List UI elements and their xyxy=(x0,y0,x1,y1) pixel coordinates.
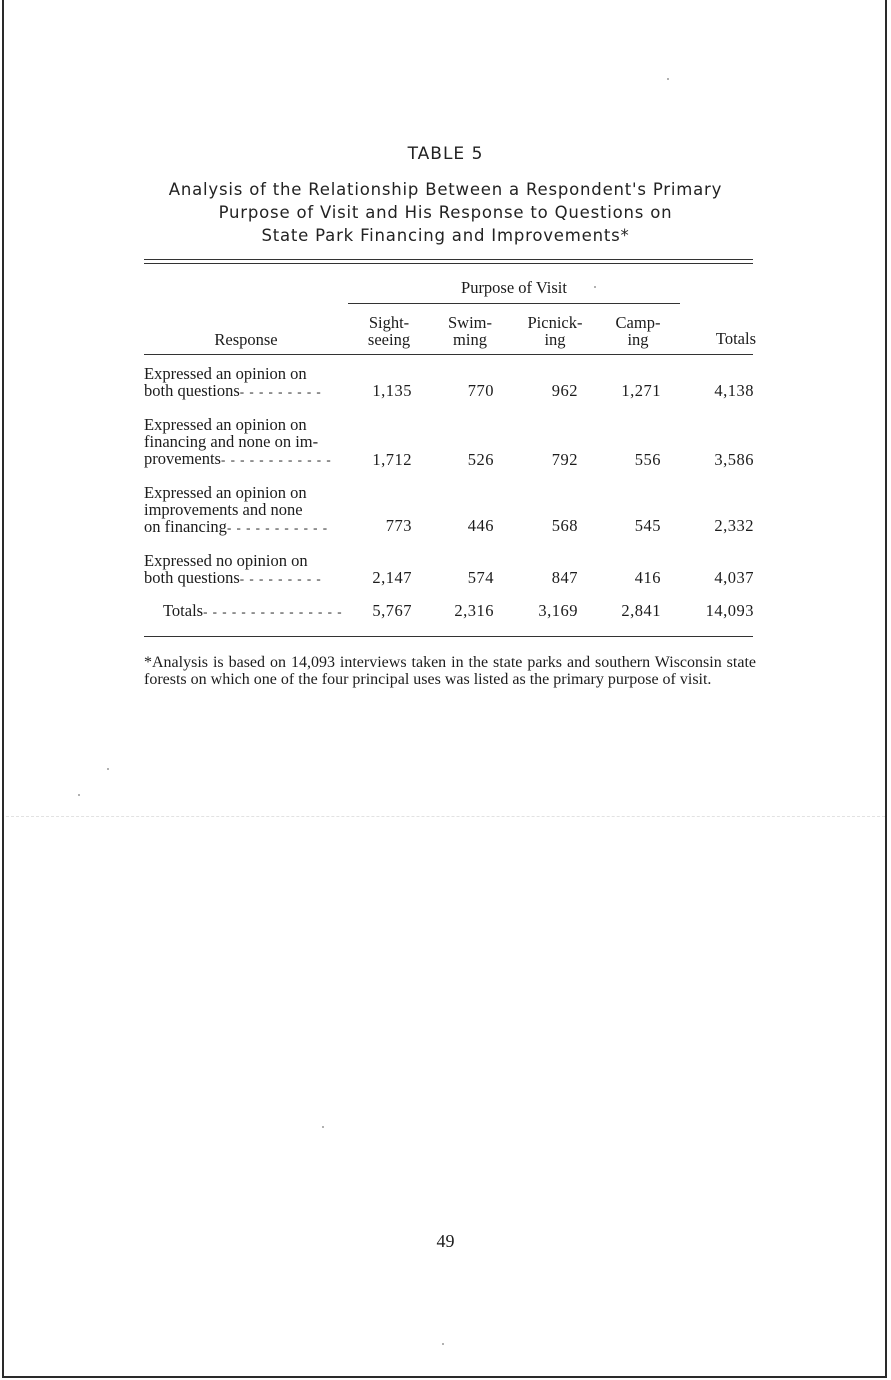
dot-leader: - - - - - - - - - - - - xyxy=(220,452,332,467)
header-line: Camp- xyxy=(615,313,661,332)
cell-swimming: 526 xyxy=(467,450,494,469)
row-label-line: both questions xyxy=(144,381,240,400)
row-label-line: Expressed no opinion on xyxy=(144,551,308,570)
scan-speck xyxy=(78,794,80,796)
top-double-rule xyxy=(144,259,753,264)
cell-swimming: 446 xyxy=(467,516,494,535)
cell-swimming: 574 xyxy=(467,568,494,587)
dot-leader: - - - - - - - - - xyxy=(239,384,322,399)
header-purpose-of-visit: Purpose of Visit xyxy=(461,278,567,297)
dot-leader: - - - - - - - - - - - xyxy=(226,520,329,535)
cell-picnicking: 962 xyxy=(551,381,578,400)
total-sightseeing: 5,767 xyxy=(372,601,412,620)
row-label-line: Expressed an opinion on xyxy=(144,483,307,502)
scan-speck xyxy=(107,768,109,770)
cell-camping: 416 xyxy=(634,568,661,587)
row-label-line: improvements and none xyxy=(144,500,303,519)
group-header-rule xyxy=(348,303,680,304)
table-title-line: Analysis of the Relationship Between a Respondent's Primary xyxy=(168,180,723,199)
header-line: Swim- xyxy=(447,313,492,332)
scan-speck xyxy=(442,1343,444,1345)
cell-totals: 2,332 xyxy=(714,516,754,535)
row-label xyxy=(144,484,350,536)
page-number: 49 xyxy=(436,1231,455,1251)
cell-camping: 556 xyxy=(634,450,661,469)
row-label-line: Expressed an opinion on xyxy=(144,364,307,383)
table-title-line: Purpose of Visit and His Response to Questions on xyxy=(218,203,673,222)
cell-swimming: 770 xyxy=(467,381,494,400)
row-label xyxy=(144,365,350,400)
header-line: seeing xyxy=(367,330,411,349)
cell-picnicking: 568 xyxy=(551,516,578,535)
bottom-rule xyxy=(144,636,753,637)
header-line: Picnick- xyxy=(527,313,583,332)
cell-sightseeing: 1,135 xyxy=(372,381,412,400)
row-label-line: on financing xyxy=(144,517,227,536)
cell-sightseeing: 773 xyxy=(385,516,412,535)
row-label xyxy=(144,416,350,468)
total-picnicking: 3,169 xyxy=(538,601,578,620)
total-swimming: 2,316 xyxy=(454,601,494,620)
header-camping xyxy=(600,314,676,348)
header-line: ming xyxy=(453,330,487,349)
cell-totals: 3,586 xyxy=(714,450,754,469)
row-label xyxy=(144,552,350,587)
cell-totals: 4,138 xyxy=(714,381,754,400)
scan-speck xyxy=(667,78,669,80)
header-line: Sight- xyxy=(368,313,410,332)
total-camping: 2,841 xyxy=(621,601,661,620)
row-label-line: provements xyxy=(144,449,221,468)
cell-sightseeing: 1,712 xyxy=(372,450,412,469)
scan-speck xyxy=(594,286,596,288)
totals-row-label xyxy=(163,602,353,620)
dot-leader: - - - - - - - - - xyxy=(239,571,322,586)
header-line: ing xyxy=(544,330,566,349)
row-label-line: financing and none on im- xyxy=(144,432,319,451)
scan-speck xyxy=(322,1126,324,1128)
cell-camping: 1,271 xyxy=(621,381,661,400)
footnote: *Analysis is based on 14,093 interviews taken in the state parks and southern Wisconsin state forests on which one of the four principal uses was listed as the primary purpose of visit. xyxy=(144,654,756,688)
header-swimming xyxy=(437,314,503,348)
header-sightseeing xyxy=(356,314,422,348)
header-response: Response xyxy=(214,330,278,349)
header-line: ing xyxy=(627,330,649,349)
table-title-line: State Park Financing and Improvements* xyxy=(261,226,630,245)
cell-picnicking: 847 xyxy=(551,568,578,587)
header-totals: Totals xyxy=(715,329,756,348)
table-label: TABLE 5 xyxy=(407,144,484,164)
totals-label: Totals xyxy=(163,601,204,620)
grand-total: 14,093 xyxy=(705,601,754,620)
cell-picnicking: 792 xyxy=(551,450,578,469)
table-title xyxy=(0,178,891,247)
cell-camping: 545 xyxy=(634,516,661,535)
row-label-line: both questions xyxy=(144,568,240,587)
row-label-line: Expressed an opinion on xyxy=(144,415,307,434)
cell-sightseeing: 2,147 xyxy=(372,568,412,587)
header-rule xyxy=(144,354,753,355)
fold-line xyxy=(6,816,885,817)
header-picnicking xyxy=(515,314,595,348)
dot-leader: - - - - - - - - - - - - - - - xyxy=(203,604,343,619)
cell-totals: 4,037 xyxy=(714,568,754,587)
